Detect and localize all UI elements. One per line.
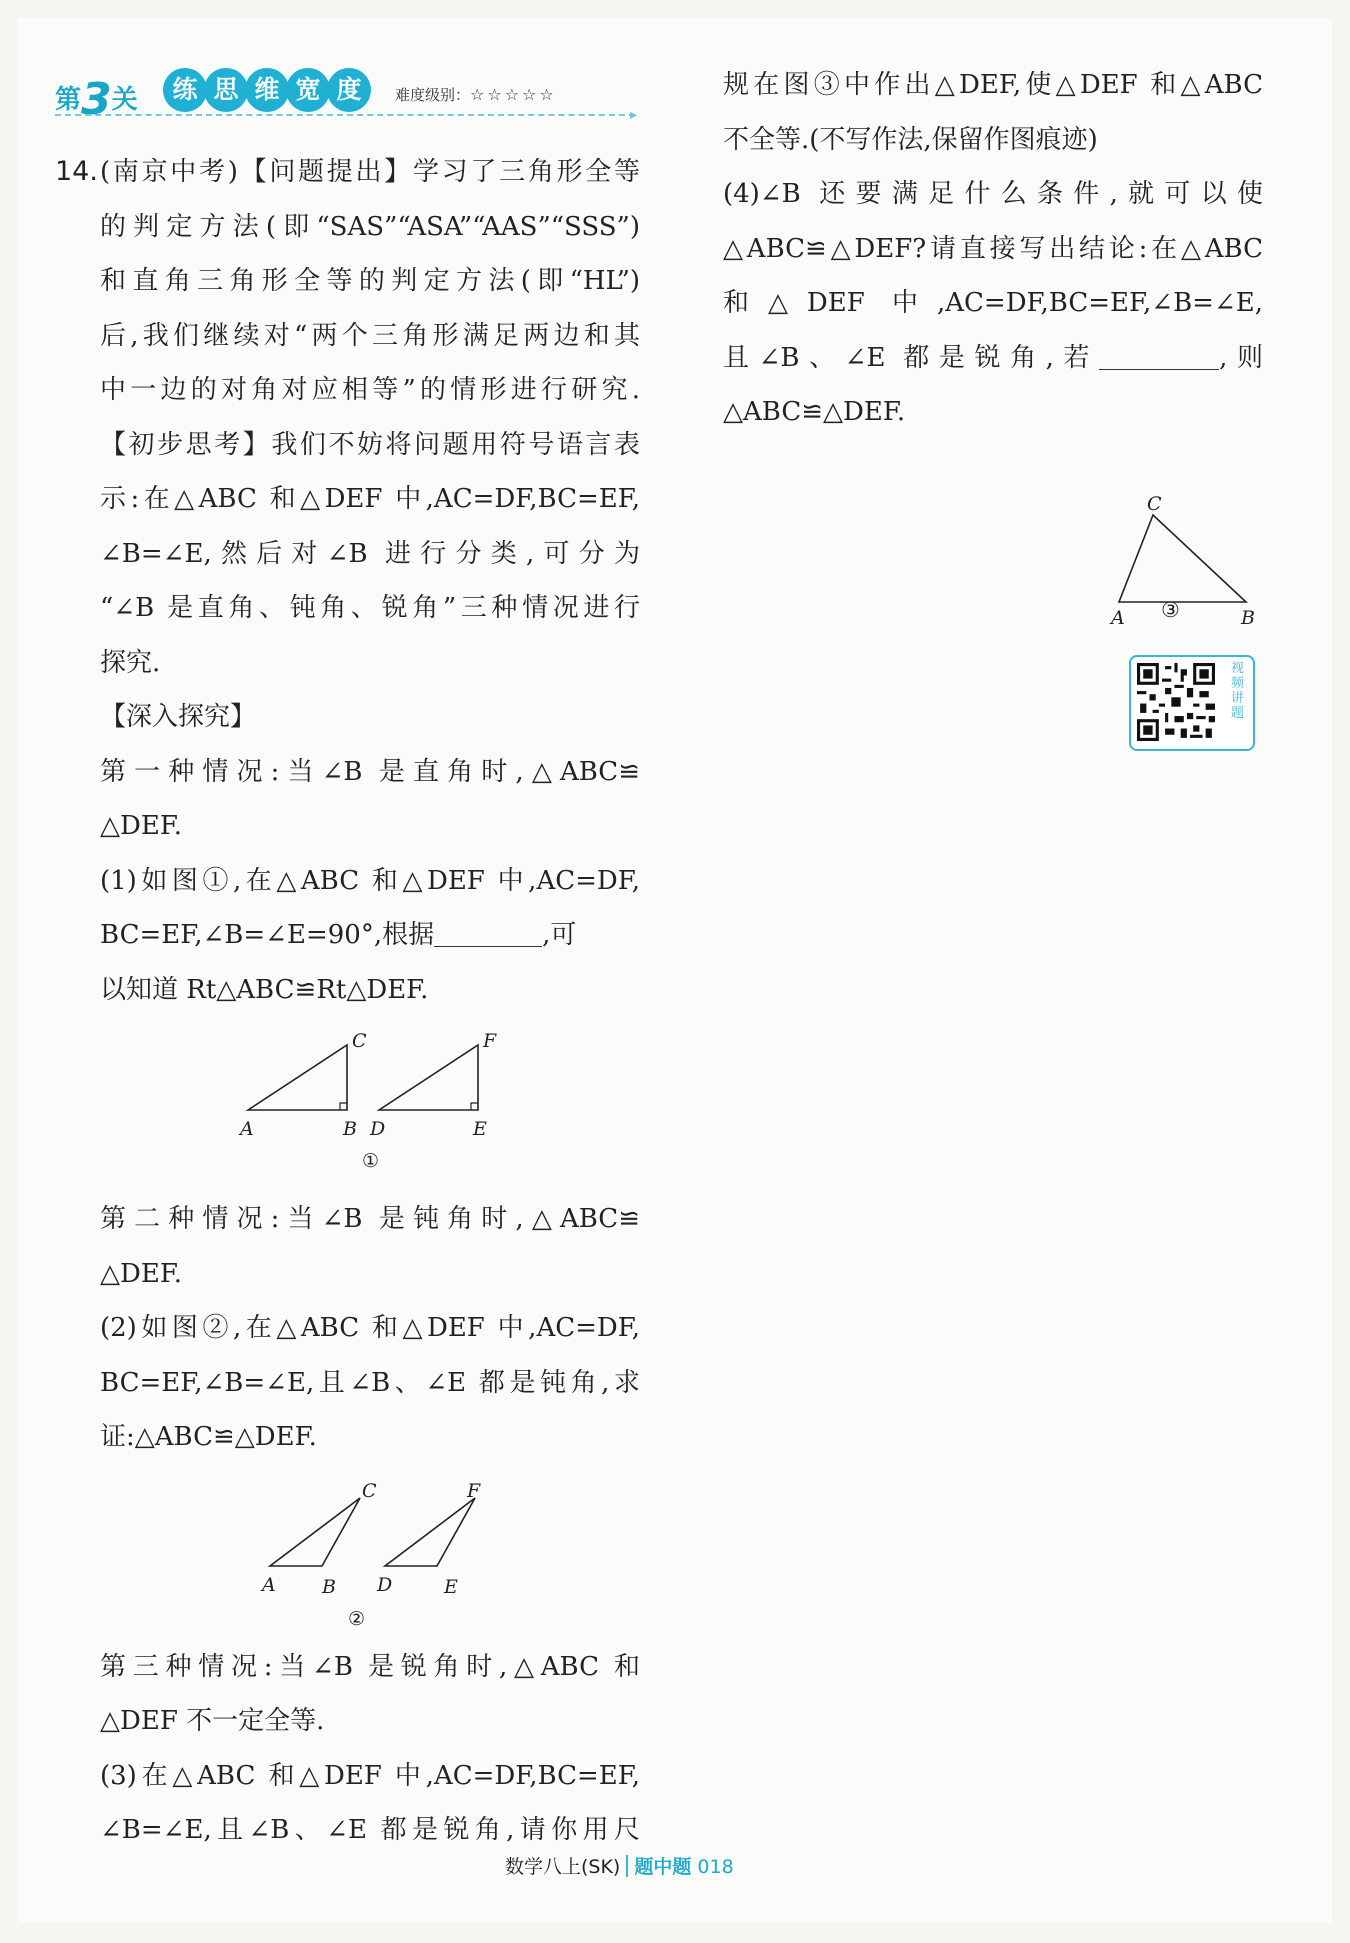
section-badges (165, 70, 370, 110)
figure-3 (723, 448, 1263, 628)
stage-prefix: 第 (55, 85, 82, 115)
text-line: 规在图③中作出△DEF,使△DEF 和△ABC (723, 70, 1263, 100)
point-label-f: F (483, 1030, 497, 1052)
answer-blank[interactable] (1099, 335, 1219, 370)
point-label-c: C (362, 1479, 377, 1502)
badge: 练 (165, 70, 205, 110)
text-line: ∠B=∠E,然后对∠B 进行分类,可分为 (100, 538, 640, 569)
text-line: (4)∠B 还要满足什么条件,就可以使 (723, 179, 1263, 209)
text-line: 证:△ABC≌△DEF. (100, 1422, 317, 1452)
qr-label: 视频讲题 (1231, 661, 1245, 721)
left-column (100, 145, 640, 1858)
text-line: ∠B=∠E,且∠B、∠E 都是锐角,请你用尺 (100, 1815, 640, 1845)
text-line (723, 331, 1263, 386)
point-label-b: B (322, 1575, 336, 1598)
badge: 度 (329, 70, 369, 110)
text-span: BC=EF,∠B=∠E=90°,根据 (100, 920, 435, 950)
text-line: 和直角三角形全等的判定方法(即“HL”) (100, 266, 640, 296)
text-line (100, 908, 640, 963)
point-label-e: E (444, 1575, 458, 1598)
text-line: △DEF. (100, 811, 183, 841)
text-line: 的判定方法(即“SAS”“ASA”“AAS”“SSS”) (100, 211, 640, 242)
text-line: 第二种情况:当∠B 是钝角时,△ABC≌ (100, 1204, 640, 1234)
arrow-icon: ▸ (630, 107, 638, 123)
point-label-a: A (1111, 606, 1125, 628)
point-label-d: D (377, 1573, 393, 1596)
section-header (55, 70, 638, 125)
figure-label: ① (362, 1150, 380, 1172)
figure-2 (100, 1465, 640, 1640)
text-line: (1)如图①,在△ABC 和△DEF 中,AC=DF, (100, 865, 640, 896)
text-line: △DEF 不一定全等. (100, 1706, 325, 1736)
text-line: (3)在△ABC 和△DEF 中,AC=DF,BC=EF, (100, 1760, 640, 1791)
text-line: 第三种情况:当∠B 是锐角时,△ABC 和 (100, 1651, 640, 1682)
text-line: 【深入探究】 (100, 702, 257, 732)
text-line: 和△DEF 中,AC=DF,BC=EF,∠B=∠E, (723, 288, 1263, 318)
right-column (723, 58, 1263, 628)
point-label-d: D (370, 1118, 386, 1140)
star-icons: ☆☆☆☆☆ (470, 85, 557, 104)
question-number: 14. (55, 156, 98, 187)
text-line: △DEF. (100, 1258, 183, 1289)
difficulty-rating (395, 84, 557, 105)
text-line: “∠B 是直角、钝角、锐角”三种情况进行 (100, 593, 640, 623)
text-line: 不全等.(不写作法,保留作图痕迹) (723, 124, 1098, 155)
text-line: 第一种情况:当∠B 是直角时,△ABC≌ (100, 756, 640, 787)
text-line: △ABC≌△DEF. (723, 397, 906, 427)
text-line: 探究. (100, 647, 161, 678)
page-number: 018 (697, 1856, 734, 1878)
figure-label: ② (348, 1607, 366, 1630)
answer-blank[interactable] (434, 912, 542, 947)
text-line: △ABC≌△DEF?请直接写出结论:在△ABC (723, 233, 1263, 264)
figure-label: ③ (1161, 598, 1180, 622)
text-line: (2)如图②,在△ABC 和△DEF 中,AC=DF, (100, 1313, 640, 1343)
stage-title (55, 74, 138, 125)
text-line: BC=EF,∠B=∠E,且∠B、∠E 都是钝角,求 (100, 1367, 640, 1398)
stage-suffix: 关 (111, 85, 138, 115)
point-label-a: A (262, 1573, 276, 1596)
text-line: 中一边的对角对应相等”的情形进行研究. (100, 375, 640, 405)
page-footer (505, 1852, 734, 1879)
text-span: 且∠B、∠E 都是锐角,若 (723, 342, 1100, 373)
header-divider (55, 114, 635, 116)
point-label-e: E (473, 1118, 487, 1140)
point-label-c: C (1147, 492, 1162, 515)
text-line: 以知道 Rt△ABC≌Rt△DEF. (100, 974, 429, 1005)
badge: 思 (206, 70, 246, 110)
qr-code-icon (1137, 663, 1215, 741)
video-qr-code[interactable] (1129, 655, 1255, 751)
stage-number: 3 (81, 74, 112, 125)
text-line: 后,我们继续对“两个三角形满足两边和其 (100, 320, 640, 351)
footer-divider (626, 1855, 628, 1877)
text-line: (南京中考)【问题提出】学习了三角形全等 (100, 157, 640, 187)
difficulty-label: 难度级别： (395, 86, 471, 104)
badge: 宽 (288, 70, 328, 110)
footer-brand: 题中题 (634, 1856, 692, 1878)
text-span: ,可 (542, 920, 577, 950)
figure-1 (100, 1017, 640, 1192)
badge: 维 (247, 70, 287, 110)
point-label-a: A (240, 1118, 254, 1140)
point-label-b: B (343, 1118, 357, 1140)
point-label-f: F (467, 1479, 481, 1502)
point-label-b: B (1241, 606, 1255, 628)
text-line: 【初步思考】我们不妨将问题用符号语言表 (100, 429, 640, 460)
text-line: 示:在△ABC 和△DEF 中,AC=DF,BC=EF, (100, 484, 640, 514)
footer-subject: 数学八上(SK) (505, 1856, 621, 1878)
text-span: ,则 (1219, 342, 1264, 373)
point-label-c: C (352, 1030, 367, 1052)
